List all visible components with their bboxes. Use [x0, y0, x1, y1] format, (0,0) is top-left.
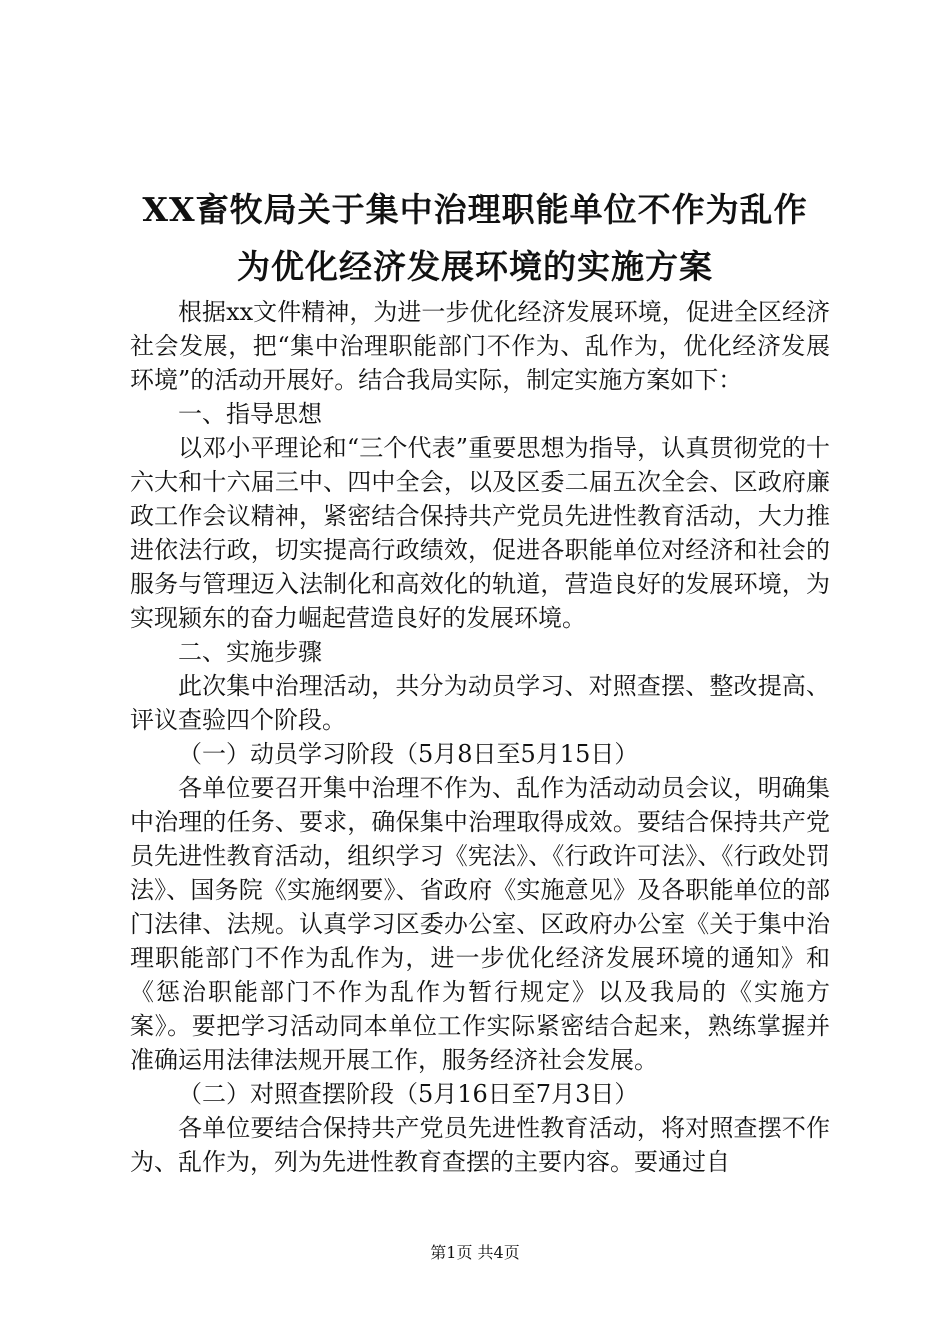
document-title-line-1: XX畜牧局关于集中治理职能单位不作为乱作	[142, 190, 808, 229]
subsection-heading-self-inspection: （二）对照查摆阶段（5月16日至7月3日）	[178, 1080, 639, 1108]
section-heading-guiding-ideology: 一、指导思想	[178, 400, 322, 428]
implementation-steps-paragraph: 此次集中治理活动，共分为动员学习、对照查摆、整改提高、评议查验四个阶段。	[130, 672, 830, 734]
subsection-heading-mobilization: （一）动员学习阶段（5月8日至5月15日）	[178, 740, 639, 768]
intro-paragraph: 根据xx文件精神，为进一步优化经济发展环境，促进全区经济社会发展，把“集中治理职能部门不作为、乱作为，优化经济发展环境”的活动开展好。结合我局实际，制定实施方案如下：	[130, 298, 830, 394]
guiding-ideology-paragraph: 以邓小平理论和“三个代表”重要思想为指导，认真贯彻党的十六大和十六届三中、四中全会，以及区委二届五次全会、区政府廉政工作会议精神，紧密结合保持共产党员先进性教育活动，大力推进依法行政，切实提高行政绩效，促进各职能单位对经济和社会的服务与管理迈入法制化和高效化的轨道，营造良好的发展环境，为实现颍东的奋力崛起营造良好的发展环境。	[130, 434, 830, 632]
page-footer: 第1页 共4页	[430, 1243, 520, 1262]
self-inspection-paragraph: 各单位要结合保持共产党员先进性教育活动，将对照查摆不作为、乱作为，列为先进性教育查摆的主要内容。要通过自	[130, 1114, 830, 1176]
section-heading-implementation-steps: 二、实施步骤	[178, 638, 322, 666]
mobilization-paragraph: 各单位要召开集中治理不作为、乱作为活动动员会议，明确集中治理的任务、要求，确保集中治理取得成效。要结合保持共产党员先进性教育活动，组织学习《宪法》、《行政许可法》、《行政处罚法》、国务院《实施纲要》、省政府《实施意见》及各职能单位的部门法律、法规。认真学习区委办公室、区政府办公室《关于集中治理职能部门不作为乱作为，进一步优化经济发展环境的通知》和《惩治职能部门不作为乱作为暂行规定》以及我局的《实施方案》。要把学习活动同本单位工作实际紧密结合起来，熟练掌握并准确运用法律法规开展工作，服务经济社会发展。	[130, 774, 830, 1074]
document-body	[130, 295, 830, 1179]
document-title-line-2: 为优化经济发展环境的实施方案	[237, 247, 713, 286]
